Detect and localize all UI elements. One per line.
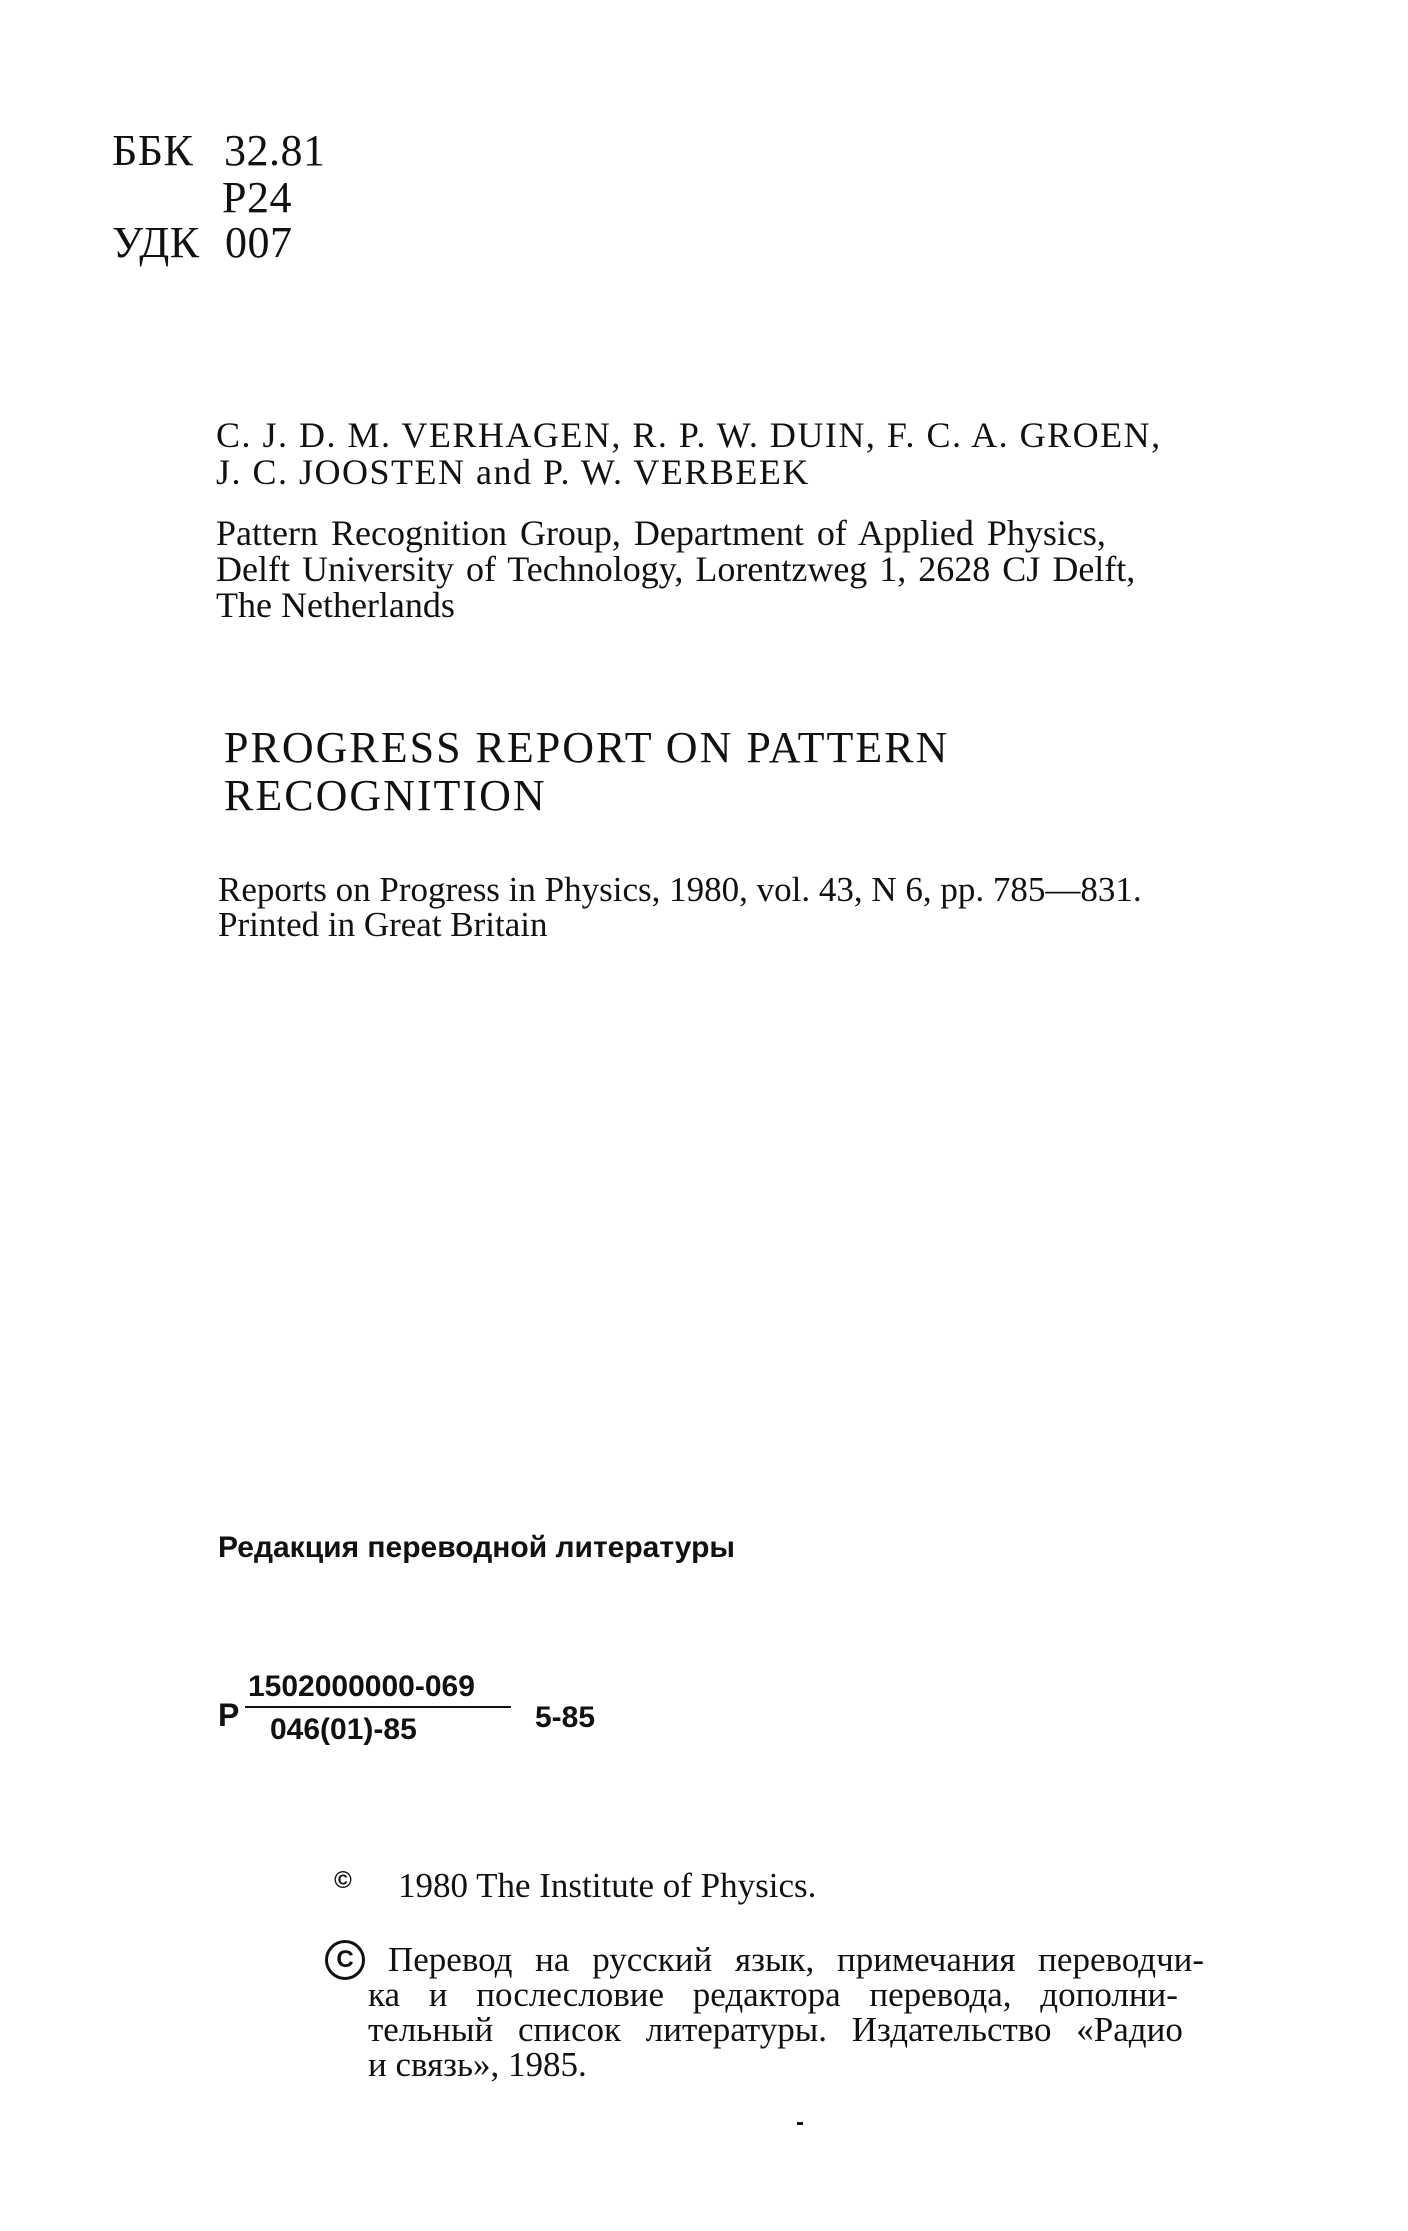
copyright-translation-line-4: и связь», 1985. [368,2045,587,2084]
book-title-line-2: RECOGNITION [224,771,547,820]
bbk-label: ББК [112,126,194,175]
affiliation-line-1: Pattern Recognition Group, Department of Applied Physics, [216,513,1106,553]
publisher-edition: Редакция переводной литературы [218,1531,736,1564]
copyright-translation-line-1: Перевод на русский язык, примечания переводчи- [388,1940,1205,1979]
index-code-suffix: 5-85 [535,1701,596,1734]
index-code-denominator: 046(01)-85 [270,1713,417,1746]
udk-code: 007 [225,218,293,267]
copyright-original-text: 1980 The Institute of Physics. [398,1866,817,1905]
copyright-translation-line-3: тельный список литературы. Издательство «Радио [368,2010,1183,2049]
authors-line-2: J. C. JOOSTEN and P. W. VERBEEK [216,452,810,492]
copyright-translation-line-2: ка и послесловие редактора перевода, дополни- [368,1975,1178,2014]
source-line-1: Reports on Progress in Physics, 1980, vol. 43, N 6, pp. 785—831. [218,870,1142,909]
copyright-icon: © [334,1867,352,1894]
affiliation-line-2: Delft University of Technology, Lorentzweg 1, 2628 CJ Delft, [216,549,1136,589]
index-code-numerator: 1502000000-069 [248,1670,475,1703]
book-title-line-1: PROGRESS REPORT ON PATTERN [224,723,950,772]
author-mark: P24 [222,173,292,222]
affiliation-line-3: The Netherlands [216,585,455,625]
index-code-fraction-bar [245,1706,511,1708]
print-mark [797,2122,803,2125]
udk-label: УДК [112,218,200,267]
authors-line-1: C. J. D. M. VERHAGEN, R. P. W. DUIN, F. C. A. GROEN, [216,415,1162,455]
index-code-letter: P [218,1697,240,1733]
copyright-translation-icon: C [325,1940,365,1980]
source-line-2: Printed in Great Britain [218,905,548,944]
bbk-code: 32.81 [224,126,326,175]
